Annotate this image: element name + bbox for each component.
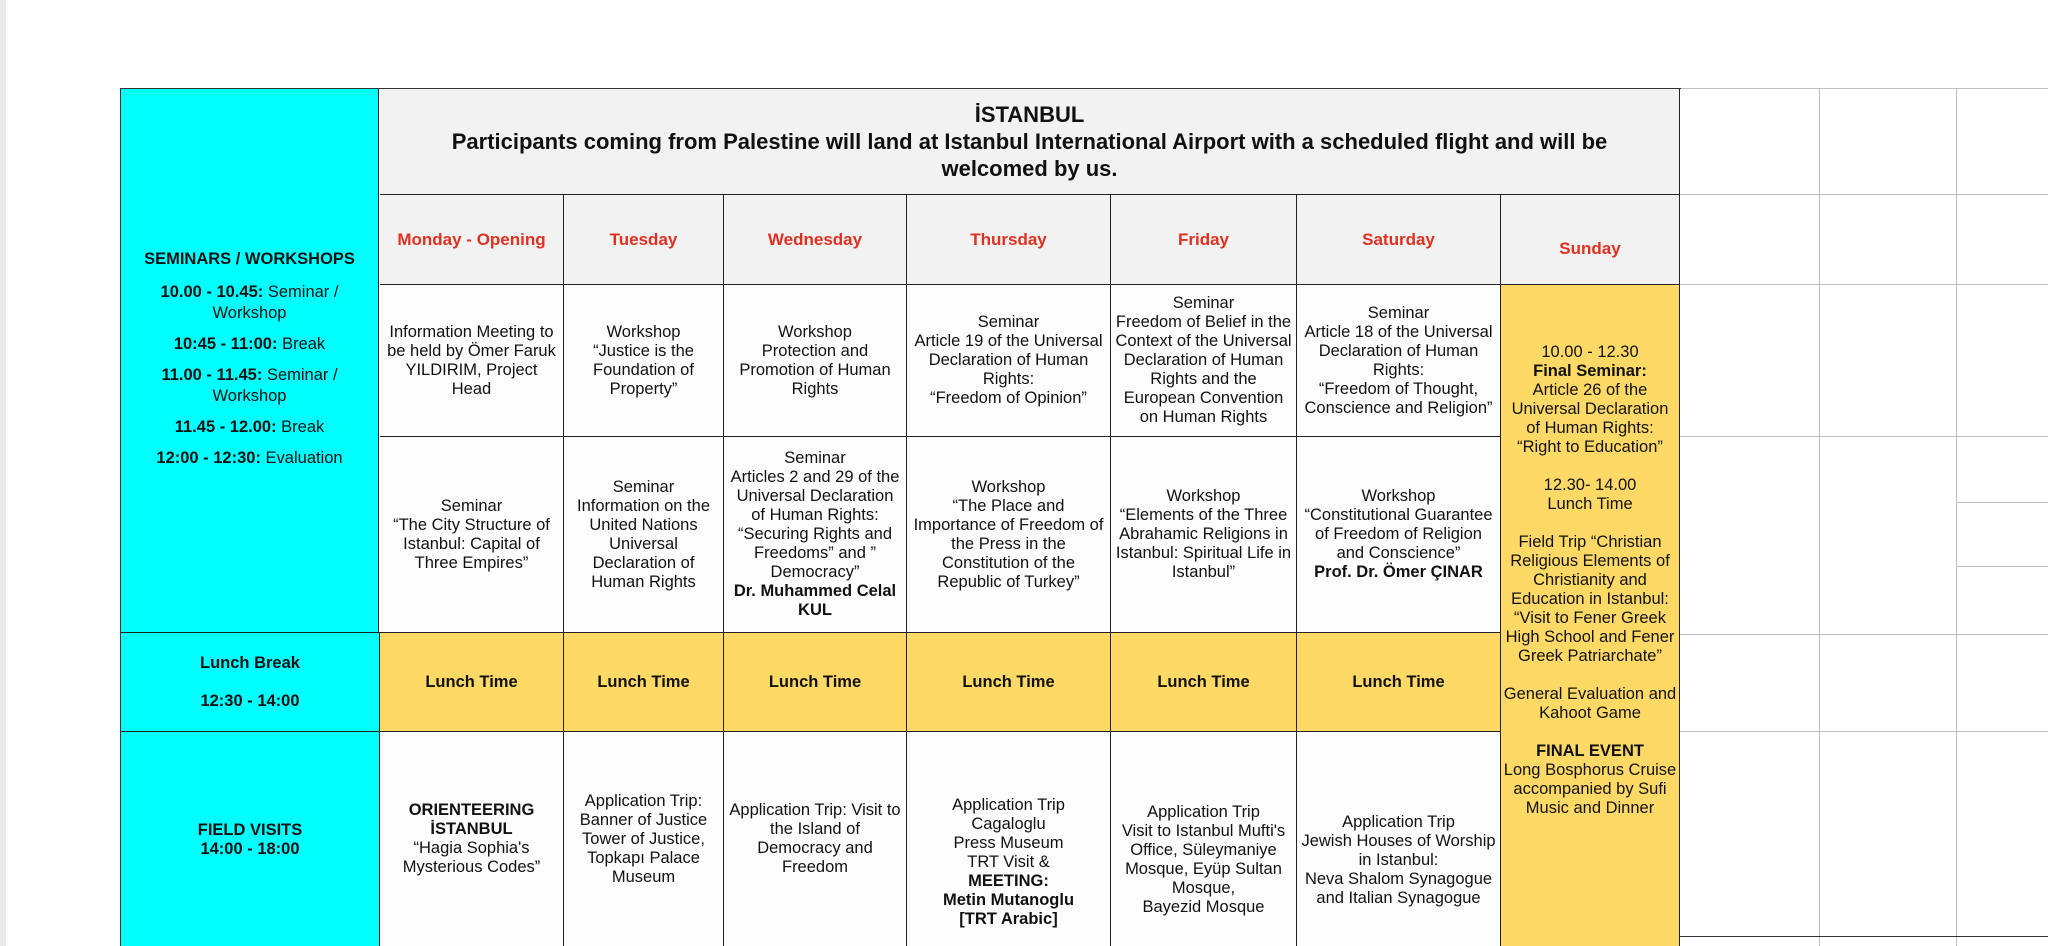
final-seminar-text: Article 26 of the Universal Declaration of Human Rights: “Right to Education”: [1511, 381, 1669, 456]
sidebar-lunch: [121, 633, 380, 732]
session-cell: Workshop “Justice is the Foundation of Property”: [564, 285, 724, 437]
grid-row-line: [1680, 88, 2048, 89]
final-event-label: FINAL EVENT: [1536, 742, 1644, 760]
field-visit-cell: Application Trip Cagaloglu Press Museum TRT Visit & MEETING: Metin Mutanoglu [TRT Arabic]: [907, 732, 1111, 946]
field-visit-cell: ORIENTEERING İSTANBUL “Hagia Sophia's Mysterious Codes”: [380, 732, 564, 946]
lunch-heading: Lunch Break: [200, 654, 300, 672]
seminars-heading: SEMINARS / WORKSHOPS: [144, 249, 355, 268]
grid-column-line: [1956, 88, 1957, 946]
session-cell: Seminar Article 19 of the Universal Declaration of Human Rights: “Freedom of Opinion”: [907, 285, 1111, 437]
speaker-name: Prof. Dr. Ömer ÇINAR: [1314, 563, 1483, 581]
session-cell: Seminar “The City Structure of Istanbul: Capital of Three Empires”: [380, 437, 564, 633]
sunday-time: 12.30- 14.00: [1543, 476, 1637, 494]
session-cell: Seminar Information on the United Nations Universal Declaration of Human Rights: [564, 437, 724, 633]
day-header-wednesday: Wednesday: [724, 195, 907, 285]
header-subtitle: Participants coming from Palestine will land at Istanbul International Airport with a scheduled flight and will be welcomed by us.: [451, 129, 1608, 181]
grid-column-line: [1819, 88, 1820, 946]
session-cell: Seminar Freedom of Belief in the Context of the Universal Declaration of Human Rights and the European Convention on Human Rights: [1111, 285, 1297, 437]
field-heading: FIELD VISITS: [197, 821, 303, 839]
grid-row-line: [1680, 194, 2048, 195]
lunch-cell: Lunch Time: [1297, 633, 1501, 732]
session-cell: Seminar Articles 2 and 29 of the Universal Declaration of Human Rights: “Securing Rights and Freedoms” and ” Democracy” Dr. Muhammed Celal KUL: [724, 437, 907, 633]
schedule-item: 10.00 - 10.45: Seminar / Workshop: [160, 282, 339, 322]
lunch-time: 12:30 - 14:00: [200, 692, 300, 710]
lunch-cell: Lunch Time: [1111, 633, 1297, 732]
sunday-field-trip: Field Trip “Christian Religious Elements of Christianity and Education in Istanbul: “Visit to Fener Greek High School and Fener Greek Patriarchate”: [1505, 533, 1675, 665]
sunday-schedule: [1501, 285, 1680, 946]
sunday-time: 10.00 - 12.30: [1541, 343, 1639, 361]
grid-row-line: [1956, 566, 2048, 567]
field-visit-cell: Application Trip Visit to Istanbul Mufti's Office, Süleymaniye Mosque, Eyüp Sultan Mosque, Bayezid Mosque: [1111, 732, 1297, 946]
session-cell: Workshop “Constitutional Guarantee of Freedom of Religion and Conscience” Prof. Dr. Ömer ÇINAR: [1297, 437, 1501, 633]
grid-row-line: [1680, 731, 2048, 732]
grid-row-line: [1680, 936, 2048, 937]
lunch-cell: Lunch Time: [564, 633, 724, 732]
session-cell: Seminar Article 18 of the Universal Declaration of Human Rights: “Freedom of Thought, Conscience and Religion”: [1297, 285, 1501, 437]
lunch-cell: Lunch Time: [380, 633, 564, 732]
session-cell: Information Meeting to be held by Ömer Faruk YILDIRIM, Project Head: [380, 285, 564, 437]
grid-row-line: [1680, 634, 2048, 635]
sidebar-seminars: [121, 89, 379, 633]
sunday-lunch: Lunch Time: [1547, 495, 1633, 513]
final-event-text: Long Bosphorus Cruise accompanied by Sufi Music and Dinner: [1503, 761, 1677, 817]
field-visit-cell: Application Trip Jewish Houses of Worship in Istanbul: Neva Shalom Synagogue and Italian Synagogue: [1297, 732, 1501, 946]
schedule-item: 10:45 - 11:00: Break: [173, 334, 326, 353]
session-cell: Workshop Protection and Promotion of Human Rights: [724, 285, 907, 437]
lunch-cell: Lunch Time: [724, 633, 907, 732]
day-header-thursday: Thursday: [907, 195, 1111, 285]
session-cell: Workshop “Elements of the Three Abrahamic Religions in Istanbul: Spiritual Life in Istanbul”: [1111, 437, 1297, 633]
header-banner: [380, 89, 1680, 195]
grid-row-line: [1956, 502, 2048, 503]
day-header-monday: Monday - Opening: [380, 195, 564, 285]
session-cell: Workshop “The Place and Importance of Freedom of the Press in the Constitution of the Republic of Turkey”: [907, 437, 1111, 633]
day-header-sunday: Sunday: [1501, 195, 1680, 285]
field-visit-cell: Application Trip: Visit to the Island of Democracy and Freedom: [724, 732, 907, 946]
schedule-item: 12:00 - 12:30: Evaluation: [156, 448, 343, 467]
sidebar-field-visits: [121, 732, 380, 946]
day-header-saturday: Saturday: [1297, 195, 1501, 285]
window-edge: [0, 0, 6, 946]
day-header-friday: Friday: [1111, 195, 1297, 285]
grid-row-line: [1680, 284, 2048, 285]
city-title: İSTANBUL: [974, 102, 1085, 127]
grid-row-line: [1680, 436, 2048, 437]
speaker-name: Dr. Muhammed Celal KUL: [733, 582, 897, 619]
schedule-item: 11.45 - 12.00: Break: [174, 417, 325, 436]
day-header-tuesday: Tuesday: [564, 195, 724, 285]
schedule-item: 11.00 - 11.45: Seminar / Workshop: [161, 365, 338, 405]
field-time: 14:00 - 18:00: [200, 840, 300, 858]
sunday-evaluation: General Evaluation and Kahoot Game: [1503, 685, 1677, 722]
final-seminar-label: Final Seminar:: [1533, 362, 1647, 380]
lunch-cell: Lunch Time: [907, 633, 1111, 732]
field-visit-cell: Application Trip: Banner of Justice Tower of Justice, Topkapı Palace Museum: [564, 732, 724, 946]
